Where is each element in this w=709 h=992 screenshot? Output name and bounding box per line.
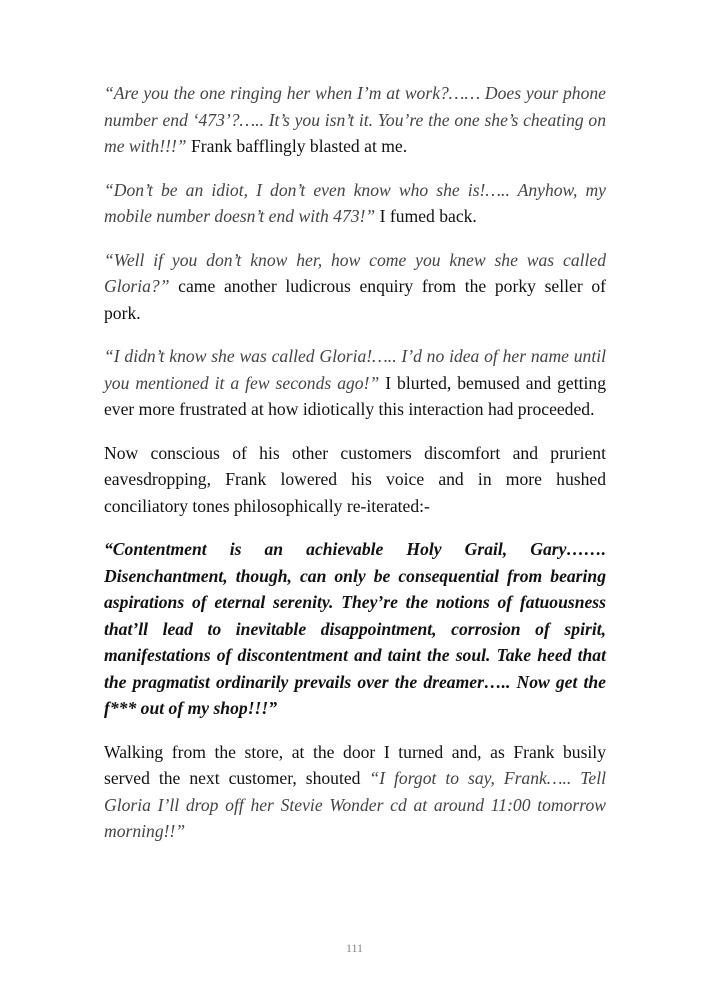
dialogue-text: “Are you the one ringing her when I’m at work?…… Does your phone number end ‘473’?….. It’s you isn’t it. You’re the one she’s cheating on me with!!!” bbox=[104, 83, 606, 156]
narration-text: Now conscious of his other customers discomfort and prurient eavesdropping, Frank lowered his voice and in more hushed conciliatory tones philosophically re-iterated:- bbox=[104, 442, 606, 516]
paragraph-4 bbox=[104, 343, 606, 423]
page-number: 111 bbox=[345, 941, 364, 955]
narration-text: Frank bafflingly blasted at me. bbox=[186, 136, 408, 156]
dialogue-text: “Don’t be an idiot, I don’t even know who she is!….. Anyhow, my mobile number doesn’t end with 473!” bbox=[104, 179, 606, 226]
page-body bbox=[104, 80, 606, 862]
paragraph-1 bbox=[104, 80, 606, 160]
paragraph-5 bbox=[104, 440, 606, 520]
narration-text: I blurted, bemused and getting ever more frustrated at how idiotically this interaction had proceeded. bbox=[104, 372, 606, 419]
dialogue-text: “I forgot to say, Frank….. Tell Gloria I’ll drop off her Stevie Wonder cd at around 11:00 tomorrow morning!!” bbox=[104, 768, 606, 841]
bold-quote-paragraph: “Contentment is an achievable Holy Grail, Gary……. Disenchantment, though, can only be consequential from bearing aspirations of eternal serenity. They’re the notions of fatuousness that’ll lead to inevitable disappointment, corrosion of spirit, manifestations of discontentment and taint the soul. Take heed that the pragmatist ordinarily prevails over the dreamer….. Now get the f*** out of my shop!!!” bbox=[104, 539, 606, 718]
narration-text: I fumed back. bbox=[375, 206, 477, 226]
narration-text: came another ludicrous enquiry from the porky seller of pork. bbox=[104, 276, 606, 323]
paragraph-2 bbox=[104, 177, 606, 230]
paragraph-final bbox=[104, 739, 606, 845]
paragraph-3 bbox=[104, 247, 606, 327]
narration-text: Walking from the store, at the door I turned and, as Frank busily served the next customer, shouted bbox=[104, 741, 606, 788]
dialogue-text: “I didn’t know she was called Gloria!….. I’d no idea of her name until you mentioned it a few seconds ago!” bbox=[104, 346, 606, 393]
dialogue-text: “Well if you don’t know her, how come you knew she was called Gloria?” bbox=[104, 249, 606, 296]
